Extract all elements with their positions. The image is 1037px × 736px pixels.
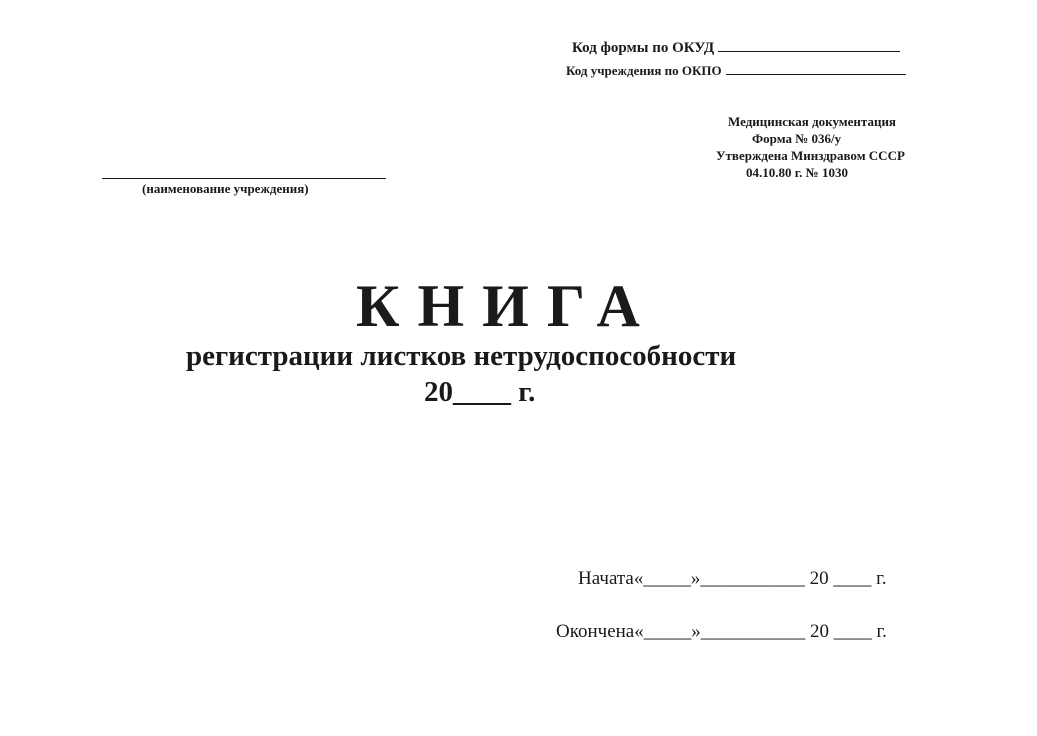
okud-label: Код формы по ОКУД [572, 40, 715, 56]
page-title: КНИГА [356, 273, 658, 339]
page-subtitle: регистрации листков нетрудоспособности [186, 340, 737, 372]
okpo-code-row [566, 62, 906, 79]
end-date-field: Окончена«_____»___________ 20 ____ г. [556, 621, 887, 642]
approval-line-2: Форма № 036/у [752, 131, 842, 146]
start-date-field: Начата«_____»___________ 20 ____ г. [578, 568, 887, 589]
okud-code-row [572, 39, 900, 57]
approval-line-4: 04.10.80 г. № 1030 [746, 165, 849, 180]
institution-blank-line [102, 178, 386, 179]
okud-blank-line [718, 39, 900, 52]
institution-caption: (наименование учреждения) [142, 181, 309, 196]
approval-line-1: Медицинская документация [728, 114, 896, 129]
approval-line-3: Утверждена Минздравом СССР [716, 148, 905, 163]
okpo-blank-line [726, 62, 906, 75]
year-field: 20____ г. [424, 376, 536, 408]
okpo-label: Код учреждения по ОКПО [566, 63, 722, 78]
